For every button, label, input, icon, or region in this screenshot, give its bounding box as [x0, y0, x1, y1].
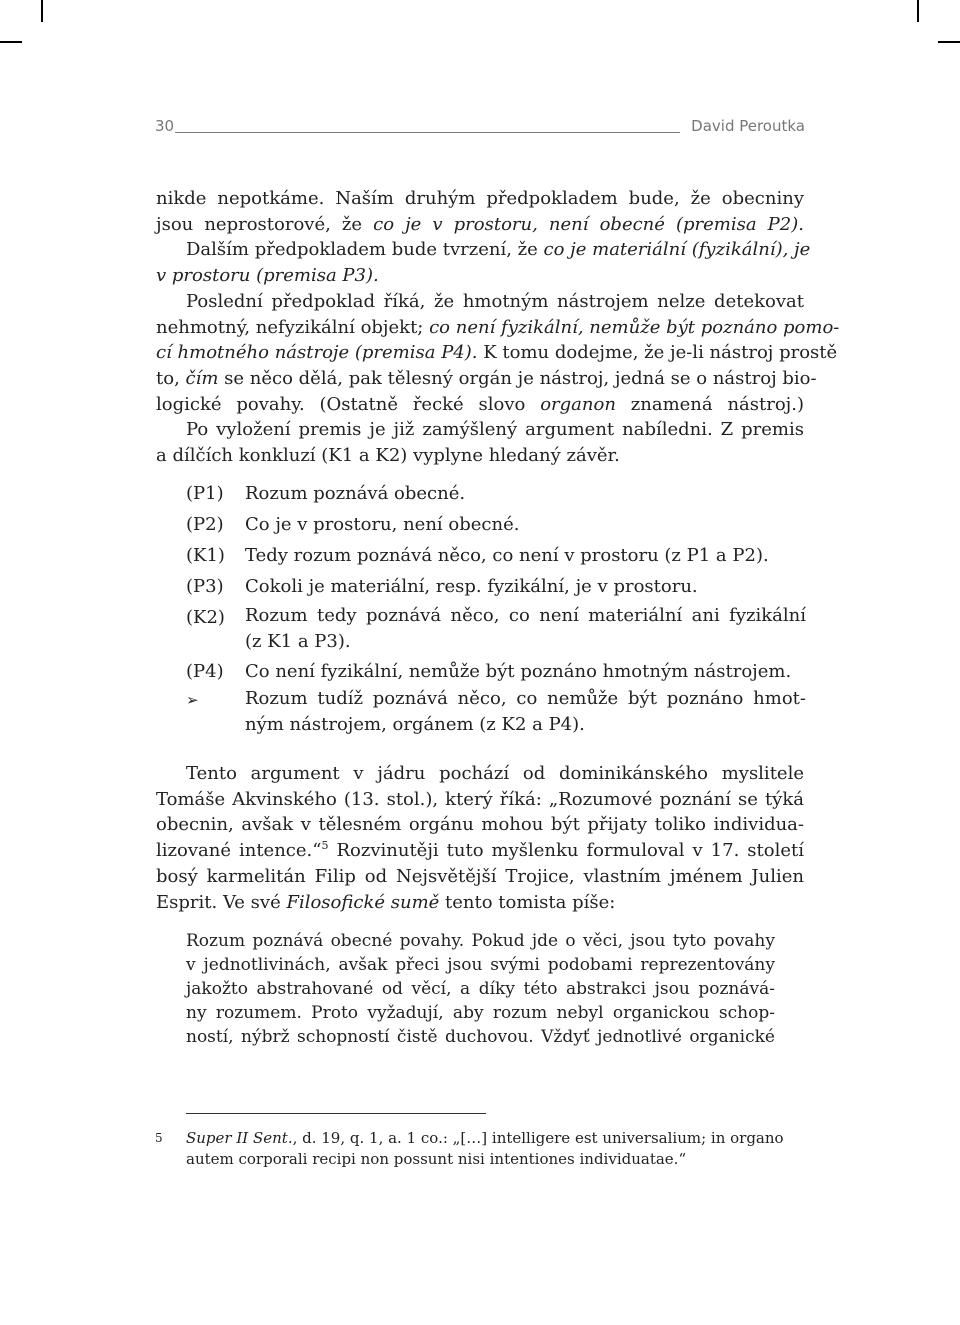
premise-label: (K2)	[186, 607, 225, 628]
text-line: obecnin, avšak v tělesném orgánu mohou být přijaty toliko individua-	[156, 814, 804, 836]
premise-text: Co je v prostoru, není obecné.	[245, 514, 520, 535]
crop-mark-top-right	[917, 0, 919, 22]
premise-item	[186, 657, 806, 686]
paragraph-aquinas	[156, 761, 804, 915]
text-line: nikde nepotkáme. Naším druhým předpokladem bude, že obecniny	[156, 188, 804, 209]
header-rule	[175, 132, 680, 133]
premise-label: (K1)	[186, 545, 225, 566]
page-number: 30	[155, 117, 175, 135]
crop-mark-right-top	[938, 41, 960, 43]
crop-mark-left-top	[0, 41, 22, 43]
text-line: logické povahy. (Ostatně řecké slovo organon znamená nástroj.)	[156, 393, 805, 415]
premise-label: (P4)	[186, 661, 224, 682]
conclusion-arrow-icon: ➢	[186, 691, 199, 709]
premise-item	[186, 479, 806, 508]
premise-label: (P2)	[186, 514, 224, 535]
premise-item	[186, 603, 806, 655]
text-line: to, čím se něco dělá, pak tělesný orgán je nástroj, jedná se o nástroj bio-	[156, 367, 817, 389]
quote-line: Rozum poznává obecné povahy. Pokud jde o věci, jsou tyto povahy	[186, 931, 775, 951]
text-line: bosý karmelitán Filip od Nejsvětější Trojice, vlastním jménem Julien	[156, 865, 804, 887]
quote-line: ny rozumem. Proto vyžadují, aby rozum nebyl organickou schop-	[186, 1003, 775, 1023]
block-quote	[186, 929, 775, 1049]
premises-list	[186, 479, 806, 738]
header-author: David Peroutka	[691, 117, 805, 135]
text-line: lizované intence.“$^5$ Rozvinutěji tuto myšlenku formuloval v 17. století	[156, 839, 805, 862]
text-line: Esprit. Ve své Filosofické sumě tento tomista píše:	[156, 891, 616, 913]
text-line: Poslední předpoklad říká, že hmotným nástrojem nelze detekovat	[186, 290, 804, 312]
text-line: nehmotný, nefyzikální objekt; co není fyzikální, nemůže být poznáno pomo-	[156, 316, 840, 338]
premise-text: Tedy rozum poznává něco, co není v prostoru (z P1 a P2).	[245, 545, 769, 566]
footnote-number: 5	[155, 1131, 163, 1145]
text-line: Tento argument v jádru pochází od dominikánského myslitele	[186, 763, 804, 784]
text-line: Po vyložení premis je již zamýšlený argument nabíledni. Z premis	[186, 419, 804, 441]
text-line: a dílčích konkluzí (K1 a K2) vyplyne hledaný závěr.	[156, 445, 620, 467]
text-line: Dalším předpokladem bude tvrzení, že co je materiální (fyzikální), je	[186, 239, 811, 261]
paragraph-premises-intro	[156, 186, 840, 469]
quote-line: ností, nýbrž schopností čistě duchovou. Vždyť jednotlivé organické	[186, 1027, 775, 1047]
text-line: cí hmotného nástroje (premisa P4). K tomu dodejme, že je-li nástroj prostě	[156, 342, 838, 364]
crop-mark-top-left	[41, 0, 43, 22]
premise-text: Rozum poznává obecné.	[245, 483, 466, 504]
running-header	[155, 117, 805, 137]
premise-label: (P1)	[186, 483, 224, 504]
premise-item	[186, 572, 806, 601]
text-line: jsou neprostorové, že co je v prostoru, není obecné (premisa P2).	[156, 213, 804, 235]
footnote-rule	[186, 1113, 486, 1114]
conclusion-text: Rozum tudíž poznává něco, co nemůže být poznáno hmot- ným nástrojem, orgánem (z K2 a P4).	[245, 688, 806, 735]
premise-text: Cokoli je materiální, resp. fyzikální, je v prostoru.	[245, 576, 698, 597]
quote-line: v jednotlivinách, avšak přeci jsou svými podobami reprezentovány	[186, 955, 775, 975]
premise-text: Rozum tedy poznává něco, co není materiální ani fyzikální (z K1 a P3).	[245, 605, 806, 652]
footnote-text: Super II Sent., d. 19, q. 1, a. 1 co.: „[…] intelligere est universalium; in organo autem corporali recipi non possunt nisi intentiones individuatae.“	[186, 1129, 784, 1168]
text-line: v prostoru (premisa P3).	[156, 265, 379, 287]
footnote-ref: 5	[321, 839, 329, 853]
premise-item	[186, 541, 806, 570]
premise-text: Co není fyzikální, nemůže být poznáno hmotným nástrojem.	[245, 661, 792, 682]
conclusion-item	[186, 686, 806, 738]
premise-label: (P3)	[186, 576, 224, 597]
premise-item	[186, 510, 806, 539]
quote-line: jakožto abstrahované od věcí, a díky této abstrakci jsou poznává-	[186, 979, 775, 999]
text-line: Tomáše Akvinského (13. stol.), který říká: „Rozumové poznání se týká	[156, 788, 804, 810]
